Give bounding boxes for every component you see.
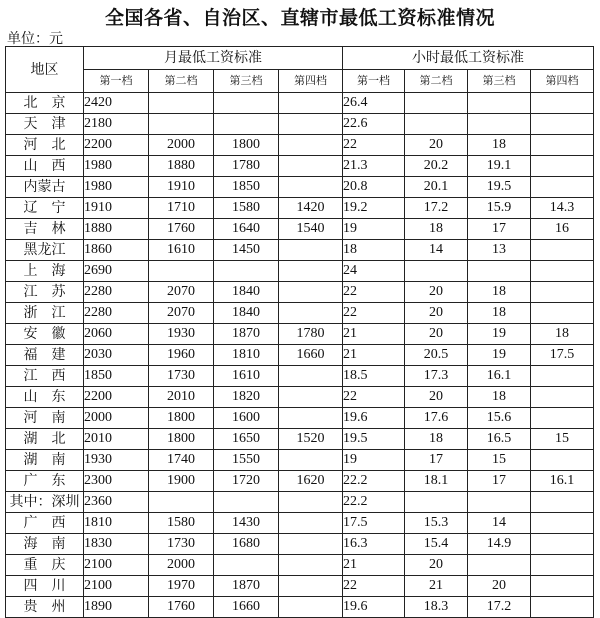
monthly-tier-1-cell: 1880 [84,219,149,240]
hourly-tier-2-cell: 17.6 [405,408,468,429]
monthly-tier-4-cell [279,534,343,555]
hourly-tier-4-cell [531,366,594,387]
table-row [6,429,594,450]
monthly-header: 月最低工资标准 [84,47,343,70]
monthly-tier-1-cell: 1910 [84,198,149,219]
hourly-tier-4-header: 第四档 [531,70,594,93]
hourly-tier-1-cell: 22 [343,282,405,303]
region-cell: 上海 [6,261,84,282]
table-row [6,492,594,513]
monthly-tier-2-cell: 1760 [149,597,214,618]
monthly-tier-4-cell [279,555,343,576]
monthly-tier-3-cell [214,93,279,114]
monthly-tier-3-cell [214,555,279,576]
region-cell: 贵州 [6,597,84,618]
monthly-tier-2-cell [149,492,214,513]
hourly-tier-3-cell: 17.2 [468,597,531,618]
region-cell: 辽宁 [6,198,84,219]
hourly-tier-4-cell: 16 [531,219,594,240]
table-body [6,93,594,618]
hourly-tier-1-cell: 22.2 [343,471,405,492]
region-cell: 黑龙江 [6,240,84,261]
monthly-tier-3-cell: 1680 [214,534,279,555]
monthly-tier-2-cell: 1800 [149,429,214,450]
hourly-tier-2-cell: 18 [405,429,468,450]
hourly-tier-4-cell [531,576,594,597]
hourly-tier-1-cell: 19 [343,450,405,471]
monthly-tier-1-cell: 2280 [84,282,149,303]
monthly-tier-3-cell [214,492,279,513]
monthly-tier-2-cell: 1900 [149,471,214,492]
monthly-tier-2-cell [149,114,214,135]
monthly-tier-3-cell: 1450 [214,240,279,261]
table-row [6,135,594,156]
monthly-tier-3-cell: 1850 [214,177,279,198]
hourly-tier-1-cell: 17.5 [343,513,405,534]
monthly-tier-3-cell: 1640 [214,219,279,240]
monthly-tier-1-cell: 2000 [84,408,149,429]
monthly-tier-4-cell [279,450,343,471]
monthly-tier-2-cell: 2000 [149,135,214,156]
monthly-tier-1-cell: 1980 [84,177,149,198]
monthly-tier-3-cell: 1840 [214,282,279,303]
monthly-tier-4-cell [279,387,343,408]
hourly-tier-4-cell [531,597,594,618]
region-cell: 山东 [6,387,84,408]
monthly-tier-4-cell [279,366,343,387]
region-cell: 湖南 [6,450,84,471]
hourly-tier-3-cell: 15.9 [468,198,531,219]
hourly-tier-1-cell: 19.6 [343,408,405,429]
table-row [6,324,594,345]
monthly-tier-3-cell: 1720 [214,471,279,492]
hourly-tier-4-cell [531,555,594,576]
monthly-tier-4-cell [279,597,343,618]
hourly-tier-1-cell: 22 [343,387,405,408]
monthly-tier-2-cell: 1880 [149,156,214,177]
monthly-tier-4-cell: 1520 [279,429,343,450]
monthly-tier-4-cell: 1660 [279,345,343,366]
monthly-tier-1-cell: 2280 [84,303,149,324]
hourly-tier-3-cell: 19 [468,324,531,345]
monthly-tier-3-cell: 1580 [214,198,279,219]
hourly-tier-2-cell: 20.1 [405,177,468,198]
hourly-tier-3-cell: 18 [468,282,531,303]
monthly-tier-4-cell [279,135,343,156]
hourly-tier-2-cell: 17.2 [405,198,468,219]
monthly-tier-2-cell [149,261,214,282]
hourly-tier-2-cell: 15.4 [405,534,468,555]
hourly-tier-2-cell: 17 [405,450,468,471]
hourly-tier-1-cell: 18.5 [343,366,405,387]
table-row [6,198,594,219]
hourly-tier-2-cell: 20 [405,387,468,408]
hourly-tier-1-cell: 22 [343,576,405,597]
table-row [6,261,594,282]
table-row [6,114,594,135]
monthly-tier-3-cell: 1810 [214,345,279,366]
region-cell: 安徽 [6,324,84,345]
hourly-tier-4-cell [531,534,594,555]
hourly-tier-3-cell [468,261,531,282]
hourly-tier-1-cell: 22.6 [343,114,405,135]
monthly-tier-1-cell: 2010 [84,429,149,450]
hourly-tier-3-cell: 17 [468,219,531,240]
monthly-tier-1-cell: 1810 [84,513,149,534]
hourly-tier-2-cell: 20 [405,282,468,303]
hourly-tier-3-cell: 19 [468,345,531,366]
hourly-tier-2-cell [405,492,468,513]
monthly-tier-4-cell [279,261,343,282]
hourly-tier-3-cell: 17 [468,471,531,492]
hourly-tier-2-cell: 18.1 [405,471,468,492]
region-cell: 四川 [6,576,84,597]
monthly-tier-1-cell: 2300 [84,471,149,492]
table-row [6,219,594,240]
monthly-tier-4-cell [279,492,343,513]
table-row [6,303,594,324]
hourly-tier-2-cell [405,93,468,114]
table-row [6,282,594,303]
region-header: 地区 [6,47,84,93]
hourly-tier-2-cell: 20 [405,303,468,324]
monthly-tier-3-cell: 1550 [214,450,279,471]
monthly-tier-4-cell [279,156,343,177]
monthly-tier-4-cell [279,93,343,114]
hourly-tier-2-cell: 20 [405,555,468,576]
monthly-tier-2-cell: 2070 [149,282,214,303]
hourly-tier-3-cell: 16.1 [468,366,531,387]
monthly-tier-2-cell: 1760 [149,219,214,240]
hourly-tier-2-cell: 20 [405,324,468,345]
monthly-tier-3-cell: 1870 [214,324,279,345]
hourly-tier-1-cell: 18 [343,240,405,261]
table-row [6,177,594,198]
hourly-tier-4-cell [531,303,594,324]
monthly-tier-2-cell: 1580 [149,513,214,534]
hourly-tier-3-cell: 15.6 [468,408,531,429]
monthly-tier-1-cell: 2200 [84,135,149,156]
monthly-tier-2-cell: 1910 [149,177,214,198]
region-cell: 北京 [6,93,84,114]
hourly-tier-3-cell [468,114,531,135]
monthly-tier-3-cell: 1870 [214,576,279,597]
header-row-groups [6,47,594,70]
hourly-tier-4-cell [531,492,594,513]
hourly-tier-2-cell: 21 [405,576,468,597]
monthly-tier-4-cell [279,282,343,303]
hourly-tier-1-cell: 19.6 [343,597,405,618]
hourly-tier-1-cell: 21 [343,345,405,366]
region-cell: 河北 [6,135,84,156]
hourly-tier-3-cell [468,93,531,114]
hourly-tier-4-cell [531,408,594,429]
monthly-tier-2-cell: 1610 [149,240,214,261]
region-cell: 河南 [6,408,84,429]
monthly-tier-3-cell [214,114,279,135]
hourly-tier-4-cell [531,114,594,135]
hourly-tier-4-cell [531,156,594,177]
hourly-tier-3-cell: 15 [468,450,531,471]
monthly-tier-4-cell: 1420 [279,198,343,219]
hourly-tier-3-cell: 18 [468,387,531,408]
hourly-tier-3-cell: 13 [468,240,531,261]
monthly-tier-2-cell: 2010 [149,387,214,408]
hourly-tier-2-cell: 15.3 [405,513,468,534]
monthly-tier-4-cell: 1540 [279,219,343,240]
monthly-tier-4-cell [279,513,343,534]
hourly-tier-4-cell: 18 [531,324,594,345]
monthly-tier-3-cell [214,261,279,282]
region-cell: 吉林 [6,219,84,240]
hourly-tier-1-cell: 21 [343,555,405,576]
hourly-tier-1-header: 第一档 [343,70,405,93]
monthly-tier-1-cell: 2060 [84,324,149,345]
monthly-tier-2-cell: 1960 [149,345,214,366]
region-cell: 广西 [6,513,84,534]
monthly-tier-2-cell: 1800 [149,408,214,429]
hourly-tier-4-cell: 16.1 [531,471,594,492]
monthly-tier-1-cell: 2360 [84,492,149,513]
hourly-tier-3-cell: 20 [468,576,531,597]
hourly-tier-4-cell [531,261,594,282]
hourly-tier-1-cell: 22.2 [343,492,405,513]
monthly-tier-4-cell: 1780 [279,324,343,345]
region-cell: 广东 [6,471,84,492]
hourly-tier-3-cell: 19.1 [468,156,531,177]
monthly-tier-3-cell: 1780 [214,156,279,177]
hourly-tier-3-cell [468,492,531,513]
table-row [6,534,594,555]
hourly-tier-1-cell: 21 [343,324,405,345]
monthly-tier-1-header: 第一档 [84,70,149,93]
table-row [6,156,594,177]
hourly-tier-1-cell: 24 [343,261,405,282]
table-row [6,450,594,471]
monthly-tier-4-cell [279,240,343,261]
monthly-tier-4-cell [279,408,343,429]
region-cell: 其中：深圳 [6,492,84,513]
table-row [6,387,594,408]
unit-label: 单位：元 [7,31,63,47]
hourly-tier-1-cell: 19.2 [343,198,405,219]
monthly-tier-2-cell: 1710 [149,198,214,219]
region-cell: 海南 [6,534,84,555]
hourly-tier-3-header: 第三档 [468,70,531,93]
hourly-tier-3-cell [468,555,531,576]
monthly-tier-2-cell: 2070 [149,303,214,324]
monthly-tier-1-cell: 1850 [84,366,149,387]
hourly-tier-4-cell: 14.3 [531,198,594,219]
hourly-tier-4-cell: 17.5 [531,345,594,366]
region-cell: 江苏 [6,282,84,303]
region-cell: 重庆 [6,555,84,576]
monthly-tier-1-cell: 1860 [84,240,149,261]
hourly-tier-1-cell: 26.4 [343,93,405,114]
hourly-tier-1-cell: 22 [343,135,405,156]
hourly-tier-2-cell: 17.3 [405,366,468,387]
monthly-tier-3-cell: 1610 [214,366,279,387]
region-cell: 天津 [6,114,84,135]
hourly-tier-1-cell: 19 [343,219,405,240]
monthly-tier-1-cell: 2420 [84,93,149,114]
hourly-tier-3-cell: 14.9 [468,534,531,555]
monthly-tier-3-cell: 1650 [214,429,279,450]
hourly-tier-4-cell [531,282,594,303]
hourly-tier-1-cell: 19.5 [343,429,405,450]
monthly-tier-3-cell: 1600 [214,408,279,429]
hourly-tier-4-cell [531,450,594,471]
monthly-tier-3-cell: 1800 [214,135,279,156]
monthly-tier-3-cell: 1430 [214,513,279,534]
hourly-tier-1-cell: 22 [343,303,405,324]
table-row [6,366,594,387]
monthly-tier-1-cell: 1890 [84,597,149,618]
monthly-tier-3-header: 第三档 [214,70,279,93]
monthly-tier-2-cell: 1730 [149,534,214,555]
hourly-tier-3-cell: 14 [468,513,531,534]
hourly-tier-3-cell: 18 [468,135,531,156]
monthly-tier-1-cell: 2030 [84,345,149,366]
hourly-header: 小时最低工资标准 [343,47,594,70]
monthly-tier-1-cell: 2200 [84,387,149,408]
hourly-tier-3-cell: 19.5 [468,177,531,198]
monthly-tier-4-cell [279,177,343,198]
table-row [6,471,594,492]
hourly-tier-1-cell: 16.3 [343,534,405,555]
hourly-tier-4-cell [531,93,594,114]
hourly-tier-4-cell [531,513,594,534]
hourly-tier-4-cell: 15 [531,429,594,450]
hourly-tier-2-cell: 18 [405,219,468,240]
header-row-tiers [6,70,594,93]
table-row [6,555,594,576]
hourly-tier-4-cell [531,135,594,156]
hourly-tier-2-cell: 14 [405,240,468,261]
page-title: 全国各省、自治区、直辖市最低工资标准情况 [104,7,495,29]
hourly-tier-4-cell [531,387,594,408]
table-row [6,345,594,366]
hourly-tier-1-cell: 21.3 [343,156,405,177]
monthly-tier-4-cell [279,303,343,324]
region-cell: 福建 [6,345,84,366]
table-row [6,513,594,534]
table-row [6,576,594,597]
hourly-tier-2-cell: 20.2 [405,156,468,177]
monthly-tier-2-cell: 1730 [149,366,214,387]
hourly-tier-2-cell [405,261,468,282]
hourly-tier-3-cell: 16.5 [468,429,531,450]
monthly-tier-2-cell: 1740 [149,450,214,471]
monthly-tier-4-cell: 1620 [279,471,343,492]
region-cell: 内蒙古 [6,177,84,198]
monthly-tier-1-cell: 2100 [84,576,149,597]
hourly-tier-3-cell: 18 [468,303,531,324]
monthly-tier-3-cell: 1820 [214,387,279,408]
monthly-tier-2-cell: 2000 [149,555,214,576]
monthly-tier-3-cell: 1660 [214,597,279,618]
monthly-tier-4-cell [279,114,343,135]
table-row [6,240,594,261]
table-row [6,597,594,618]
monthly-tier-2-cell [149,93,214,114]
wage-table [5,46,594,618]
hourly-tier-2-cell: 20.5 [405,345,468,366]
hourly-tier-2-cell: 20 [405,135,468,156]
table-row [6,93,594,114]
monthly-tier-1-cell: 1830 [84,534,149,555]
monthly-tier-2-header: 第二档 [149,70,214,93]
monthly-tier-4-header: 第四档 [279,70,343,93]
hourly-tier-2-cell [405,114,468,135]
monthly-tier-4-cell [279,576,343,597]
hourly-tier-4-cell [531,177,594,198]
monthly-tier-2-cell: 1970 [149,576,214,597]
monthly-tier-1-cell: 2180 [84,114,149,135]
hourly-tier-2-header: 第二档 [405,70,468,93]
hourly-tier-1-cell: 20.8 [343,177,405,198]
monthly-tier-2-cell: 1930 [149,324,214,345]
region-cell: 山西 [6,156,84,177]
region-cell: 浙江 [6,303,84,324]
monthly-tier-1-cell: 2100 [84,555,149,576]
hourly-tier-2-cell: 18.3 [405,597,468,618]
monthly-tier-1-cell: 1930 [84,450,149,471]
monthly-tier-1-cell: 1980 [84,156,149,177]
monthly-tier-3-cell: 1840 [214,303,279,324]
monthly-tier-1-cell: 2690 [84,261,149,282]
region-cell: 湖北 [6,429,84,450]
hourly-tier-4-cell [531,240,594,261]
table-row [6,408,594,429]
region-cell: 江西 [6,366,84,387]
